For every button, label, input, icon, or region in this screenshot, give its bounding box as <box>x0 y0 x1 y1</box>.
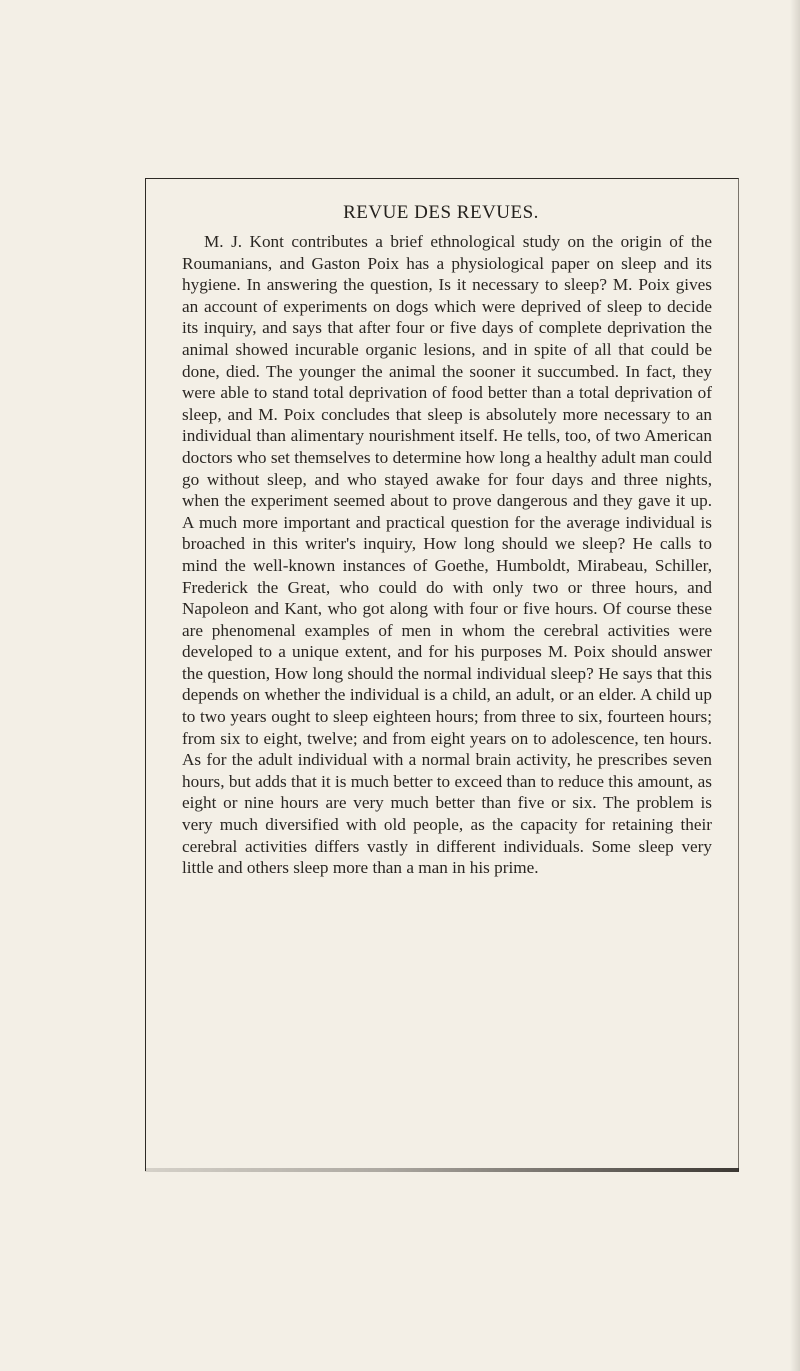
running-head: REVUE DES REVUES. <box>343 202 539 223</box>
scan-edge <box>790 0 800 1371</box>
page-bottom-rule <box>145 1168 739 1172</box>
article-body <box>182 231 712 879</box>
body-paragraph: M. J. Kont contributes a brief ethnological study on the origin of the Roumanians, and Gaston Poix has a physiological paper on sleep and its hygiene. In answering the question, Is it necessary to sleep? M. Poix gives an account of experiments on dogs which were deprived of sleep to decide its inquiry, and says that after four or five days of complete deprivation the animal showed incurable organic lesions, and in spite of all that could be done, died. The younger the animal the sooner it succumbed. In fact, they were able to stand total deprivation of food better than a total deprivation of sleep, and M. Poix concludes that sleep is absolutely more necessary to an individual than alimentary nourishment itself. He tells, too, of two American doctors who set themselves to determine how long a healthy adult man could go without sleep, and who stayed awake for four days and three nights, when the experiment seemed about to prove dangerous and they gave it up. A much more important and practical question for the average individual is broached in this writer's inquiry, How long should we sleep? He calls to mind the well-known instances of Goethe, Humboldt, Mirabeau, Schiller, Frederick the Great, who could do with only two or three hours, and Napoleon and Kant, who got along with four or five hours. Of course these are phenomenal examples of men in whom the cerebral activities were developed to a unique extent, and for his purposes M. Poix should answer the question, How long should the normal individual sleep? He says that this depends on whether the individual is a child, an adult, or an elder. A child up to two years ought to sleep eighteen hours; from three to six, fourteen hours; from six to eight, twelve; and from eight years on to adolescence, ten hours. As for the adult individual with a normal brain activity, he prescribes seven hours, but adds that it is much better to exceed than to reduce this amount, as eight or nine hours are very much better than five or six. The problem is very much diversified with old people, as the capacity for retaining their cerebral activities differs vastly in different individuals. Some sleep very little and others sleep more than a man in his prime. <box>182 232 712 878</box>
